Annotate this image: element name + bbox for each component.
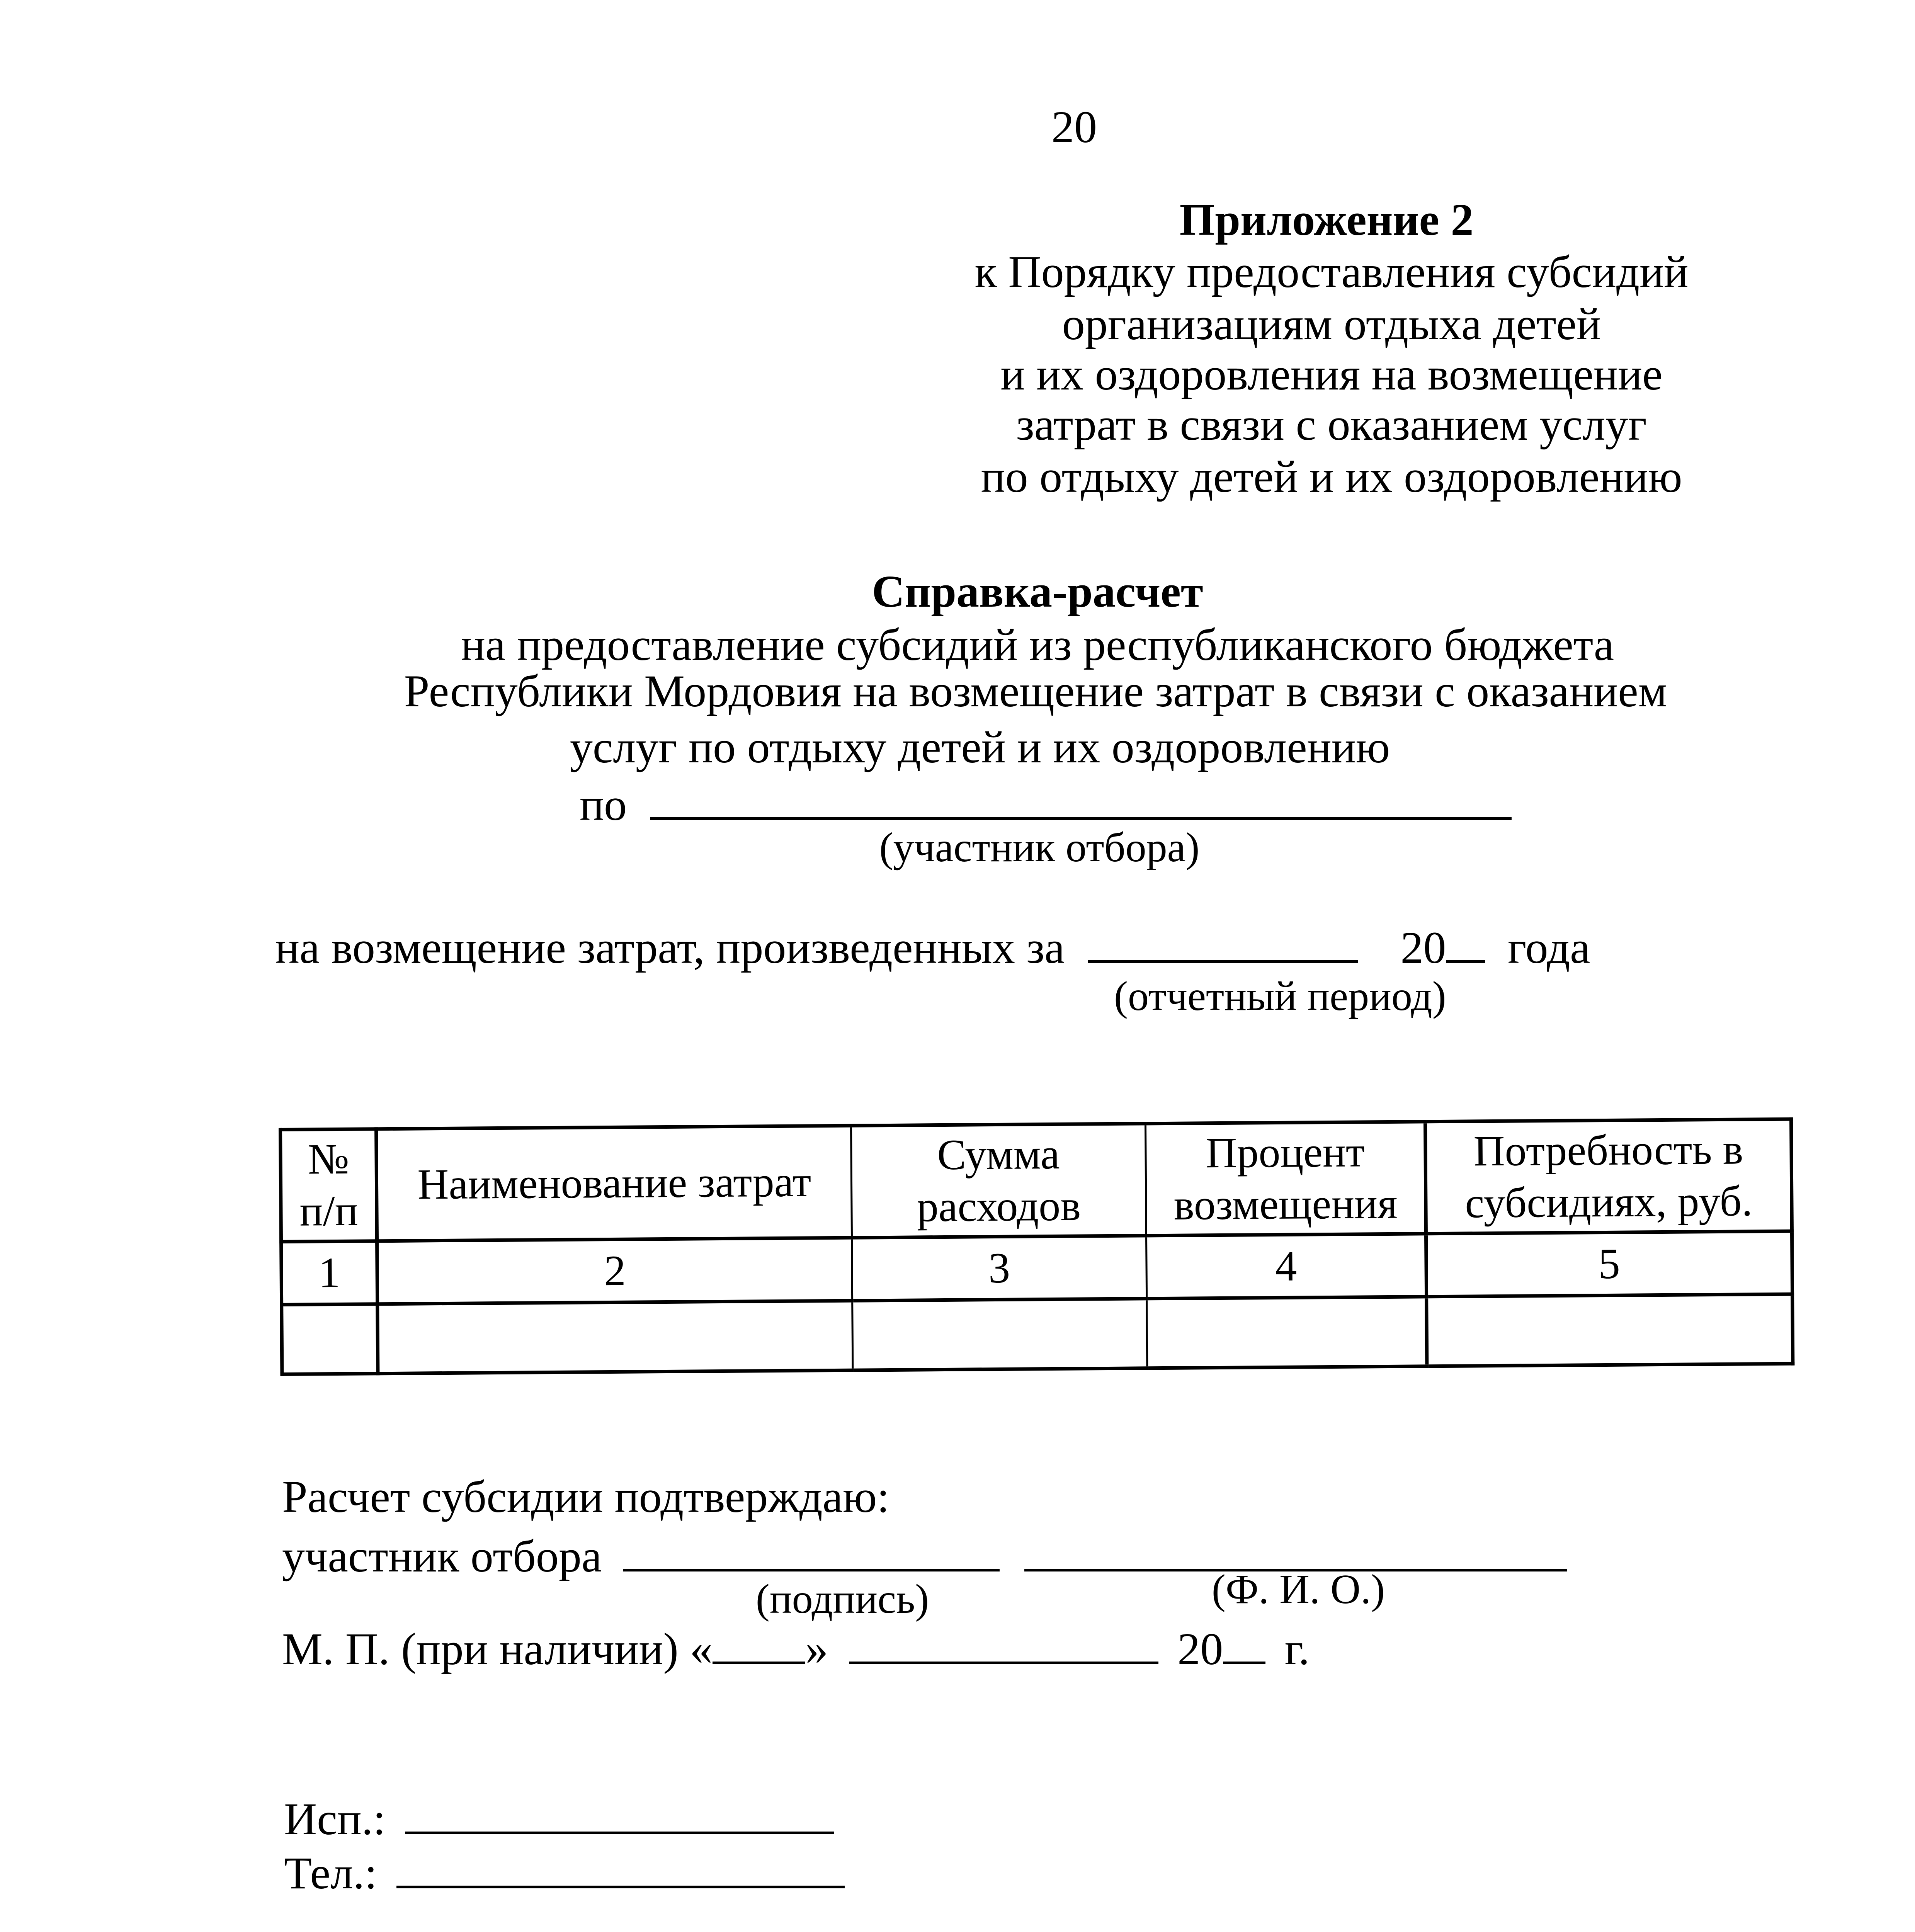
heading-line: на предоставление субсидий из республиканского бюджета (461, 619, 1614, 670)
column-number: 4 (1146, 1234, 1427, 1299)
stamp-date-row (282, 1623, 1310, 1672)
period-year-suffix: года (1508, 922, 1590, 973)
fio-field[interactable] (1024, 1530, 1567, 1571)
appendix-line: к Порядку предоставления субсидий (975, 247, 1689, 297)
date-year-field[interactable] (1223, 1623, 1265, 1664)
period-year-field[interactable] (1446, 922, 1485, 963)
phone-label: Тел.: (284, 1848, 378, 1898)
confirm-title: Расчет субсидии подтверждаю: (282, 1471, 890, 1522)
po-label: по (580, 779, 627, 830)
appendix-line: и их оздоровления на возмещение (1000, 349, 1663, 400)
executor-label: Исп.: (284, 1794, 386, 1844)
document-title: Справка-расчет (872, 566, 1203, 617)
header-subsidy-need: Потребность в субсидиях, руб. (1425, 1119, 1792, 1233)
table-cell[interactable] (282, 1304, 378, 1374)
header-cost-name: Наименование затрат (376, 1126, 852, 1241)
heading-line: услуг по отдыху детей и их оздоровлению (570, 722, 1390, 772)
table-cell[interactable] (1147, 1297, 1427, 1368)
page-number: 20 (1051, 102, 1097, 152)
appendix-line: по отдыху детей и их оздоровлению (981, 451, 1682, 502)
stamp-label: М. П. (при наличии) « (282, 1624, 713, 1674)
participant-field[interactable] (650, 779, 1512, 820)
day-field[interactable] (713, 1623, 805, 1664)
column-number: 3 (852, 1236, 1147, 1301)
participant-caption: (участник отбора) (879, 825, 1200, 871)
appendix-title: Приложение 2 (1179, 194, 1474, 245)
period-year-prefix: 20 (1400, 922, 1446, 973)
month-field[interactable] (849, 1623, 1158, 1664)
column-number: 5 (1426, 1231, 1793, 1297)
table-cell[interactable] (852, 1299, 1147, 1370)
table-row (282, 1294, 1793, 1374)
fio-caption: (Ф. И. О.) (1211, 1566, 1385, 1612)
appendix-line: организациям отдыха детей (1062, 299, 1601, 349)
participant-row (580, 779, 1512, 828)
header-number: № п/п (281, 1129, 377, 1242)
period-caption: (отчетный период) (1114, 973, 1446, 1019)
executor-row (284, 1793, 834, 1842)
date-year-suffix: г. (1284, 1624, 1310, 1674)
executor-field[interactable] (405, 1793, 834, 1834)
phone-row (284, 1847, 845, 1896)
table-cell[interactable] (378, 1301, 852, 1374)
quote-close: » (805, 1624, 828, 1674)
cost-table (279, 1117, 1794, 1376)
column-number: 1 (281, 1241, 378, 1305)
header-reimbursement-percent: Процент возмещения (1146, 1122, 1426, 1236)
table-header-row (281, 1119, 1792, 1242)
table-cell[interactable] (1427, 1294, 1793, 1366)
participant-label: участник отбора (282, 1531, 602, 1582)
appendix-line: затрат в связи с оказанием услуг (1016, 399, 1647, 450)
date-year-prefix: 20 (1177, 1624, 1223, 1674)
phone-field[interactable] (396, 1847, 845, 1888)
period-text: на возмещение затрат, произведенных за (275, 922, 1065, 973)
header-expense-sum: Сумма расходов (851, 1124, 1146, 1238)
signature-field[interactable] (623, 1530, 1000, 1571)
signature-caption: (подпись) (755, 1576, 929, 1622)
column-number: 2 (377, 1238, 852, 1304)
heading-line: Республики Мордовия на возмещение затрат в связи с оказанием (404, 666, 1667, 716)
period-field[interactable] (1088, 922, 1358, 963)
table-number-row (281, 1231, 1793, 1304)
period-row (275, 922, 1590, 971)
